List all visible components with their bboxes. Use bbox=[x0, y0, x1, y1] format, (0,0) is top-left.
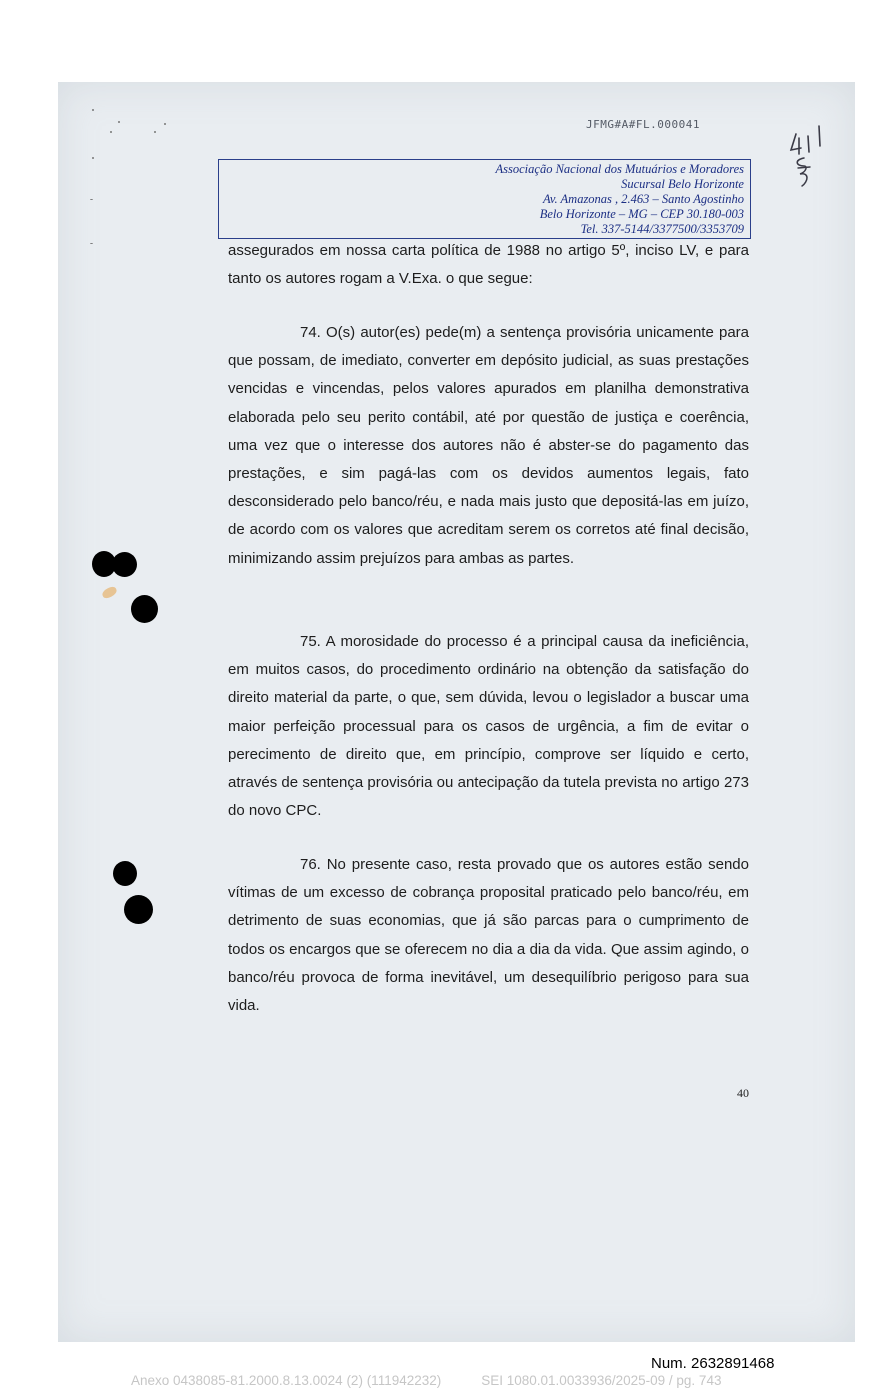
handwritten-folio-mark bbox=[788, 120, 824, 190]
footer-reference bbox=[131, 1373, 756, 1388]
punch-hole bbox=[112, 552, 137, 577]
scan-speck bbox=[154, 131, 156, 133]
document-number: Num. 2632891468 bbox=[651, 1355, 775, 1372]
scan-speck bbox=[164, 123, 166, 125]
letterhead-address: Av. Amazonas , 2.463 – Santo Agostinho bbox=[542, 192, 744, 206]
letterhead-organization: Associação Nacional dos Mutuários e Moradores bbox=[495, 162, 744, 176]
paragraph-76: 76. No presente caso, resta provado que os autores estão sendo vítimas de um excesso de cobrança proposital praticado pelo banco/réu, em detrimento de suas economias, que já são parcas para o cumprimento de todos os encargos que se oferecem no dia a dia da vida. Que assim agindo, o banco/réu provoca de forma inevitável, um desequilíbrio perigoso para sua vida. bbox=[228, 856, 749, 1015]
paragraph-continuation: assegurados em nossa carta política de 1988 no artigo 5º, inciso LV, e para tanto os autores rogam a V.Exa. o que segue: bbox=[228, 242, 749, 288]
punch-hole bbox=[113, 861, 137, 886]
scan-speck bbox=[92, 157, 94, 159]
scan-speck bbox=[118, 121, 120, 123]
letterhead-branch: Sucursal Belo Horizonte bbox=[621, 177, 744, 191]
page-number: 40 bbox=[737, 1086, 749, 1100]
letterhead-city: Belo Horizonte – MG – CEP 30.180-003 bbox=[539, 207, 744, 221]
scan-speck bbox=[90, 199, 93, 200]
punch-hole bbox=[124, 895, 153, 924]
letterhead-box bbox=[218, 159, 751, 239]
paragraph-75: 75. A morosidade do processo é a principal causa da ineficiência, em muitos casos, do procedimento ordinário na obtenção da satisfação do direito material da parte, o que, sem dúvida, levou o legislador a buscar uma maior perfeição processual para os casos de urgência, a fim de evitar o perecimento de direito que, em princípio, comprove ser líquido e certo, através de sentença provisória ou antecipação da tutela prevista no artigo 273 do novo CPC. bbox=[228, 633, 749, 820]
footer-anexo: Anexo 0438085-81.2000.8.13.0024 (2) (111942232) bbox=[131, 1373, 442, 1388]
scan-speck bbox=[90, 243, 93, 244]
scan-speck bbox=[92, 109, 94, 111]
footer-sei: SEI 1080.01.0033936/2025-09 / pg. 743 bbox=[481, 1373, 722, 1388]
scan-speck bbox=[110, 131, 112, 133]
punch-hole bbox=[131, 595, 158, 623]
letterhead-phone: Tel. 337-5144/3377500/3353709 bbox=[580, 222, 744, 236]
protocol-stamp: JFMG#A#FL.000041 bbox=[586, 118, 700, 131]
paragraph-74: 74. O(s) autor(es) pede(m) a sentença provisória unicamente para que possam, de imediato, converter em depósito judicial, as suas prestações vencidas e vincendas, pelos valores apurados em planilha demonstrativa elaborada pelo seu perito contábil, até por questão de justiça e coerência, uma vez que o interesse dos autores não é abster-se do pagamento das prestações, e sim pagá-las com os devidos aumentos legais, fato desconsiderado pelo banco/réu, e nada mais justo que depositá-las em juízo, de acordo com os valores que acreditam serem os corretos até final decisão, minimizando assim prejuízos para ambas as partes. bbox=[228, 324, 749, 567]
